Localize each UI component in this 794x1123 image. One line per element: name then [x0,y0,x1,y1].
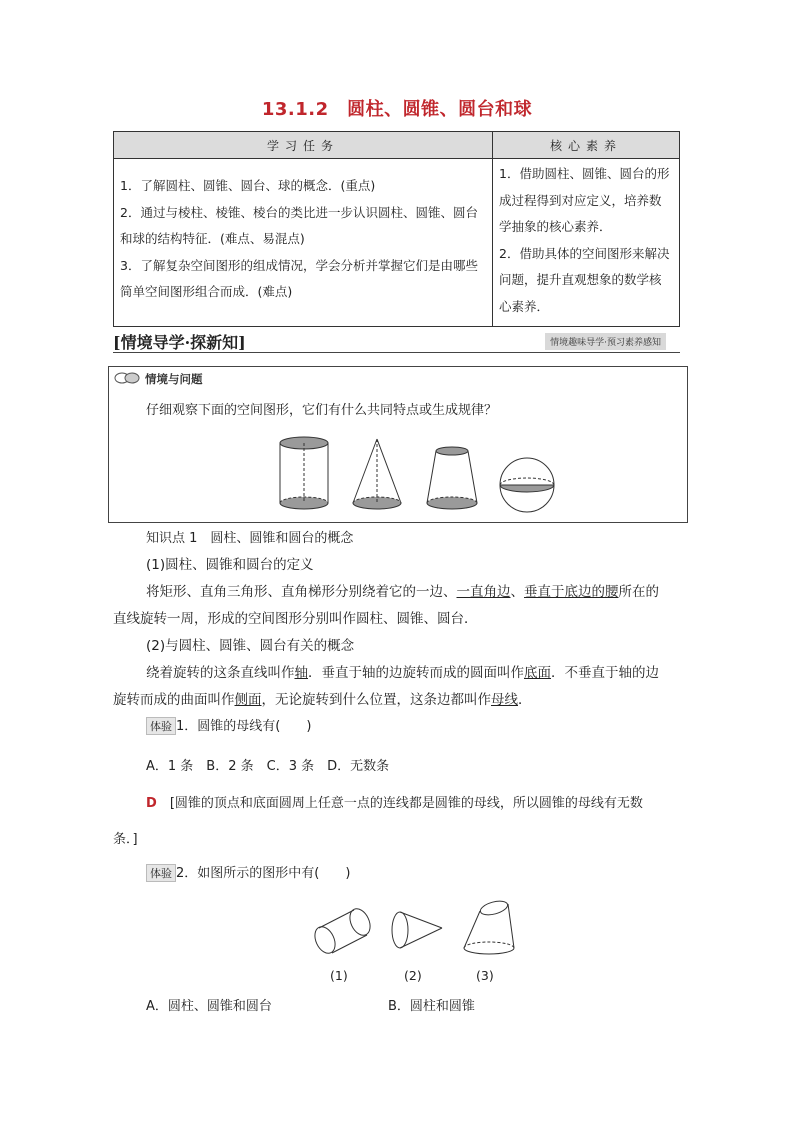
kp1-title: 知识点 1 圆柱、圆锥和圆台的概念 [146,531,354,546]
underlined-term: 侧面 [234,692,262,708]
situation-box [108,366,688,523]
text: 将矩形、直角三角形、直角梯形分别绕着它的一边、 [146,584,457,600]
text: ．不垂直于轴的边 [551,665,659,681]
underlined-term: 底面 [524,665,551,681]
oblique-frustum-figure [458,896,520,960]
kp1-def-line2: 直线旋转一周，形成的空间图形分别叫作圆柱、圆锥、圆台． [113,611,478,627]
answer-letter: D [146,796,157,811]
text: ，无论旋转到什么位置，这条边都叫作 [261,692,491,708]
exercise-badge: 体验 [146,717,176,735]
sideways-cone-figure [388,906,448,956]
kp1-sub1: (1)圆柱、圆锥和圆台的定义 [146,557,314,573]
literacy-cell [493,159,680,327]
task-item: 1．了解圆柱、圆锥、圆台、球的概念．(重点) [120,178,376,193]
cylinder-figure [269,433,339,513]
figure-label-3: (3) [476,968,494,983]
exercise-1-options: A．1 条 B．2 条 C．3 条 D．无数条 [146,759,390,774]
text: 绕着旋转的这条直线叫作 [146,665,295,681]
table-header-tasks: 学习任务 [114,132,493,159]
section-title: [情境导学·探新知] [113,333,246,352]
table-header-literacy: 核心素养 [493,132,680,159]
cone-figure [347,433,407,513]
situation-icon [113,371,141,385]
exercise-2-question [146,862,350,882]
section-header [113,330,680,353]
exercise-badge: 体验 [146,864,176,882]
text: 、 [510,584,524,600]
kp1-concept-line1 [146,661,659,681]
situation-heading: 情境与问题 [145,372,203,386]
literacy-item: 1．借助圆柱、圆锥、圆台的形成过程得到对应定义，培养数学抽象的核心素养． [499,166,670,234]
question-text: 2．如图所示的图形中有( ) [176,866,351,881]
literacy-item: 2．借助具体的空间图形来解决问题，提升直观想象的数学核心素养． [499,245,670,314]
explain-text: [圆锥的顶点和底面圆周上任意一点的连线都是圆锥的母线，所以圆锥的母线有无数 [169,796,643,811]
task-item: 3．了解复杂空间图形的组成情况，学会分析并掌握它们是由哪些简单空间图形组合而成．(难点) [120,257,478,299]
exercise-1-question [146,715,311,735]
figure-label-2: (2) [404,968,422,983]
section-tag: 情境趣味导学·预习素养感知 [545,333,666,350]
text: 所在的 [618,584,659,600]
sphere-figure [497,455,557,515]
question-text: 1．圆锥的母线有( ) [176,719,312,734]
kp1-def-line1 [146,580,659,600]
exercise-1-explain-line1 [146,792,643,811]
task-item: 2．通过与棱柱、棱锥、棱台的类比进一步认识圆柱、圆锥、圆台和球的结构特征．(难点、易混点) [120,204,478,246]
exercise-2-option-a: A．圆柱、圆锥和圆台 [146,999,272,1014]
text: ．垂直于轴的边旋转而成的圆面叫作 [308,665,524,681]
frustum-figure [419,443,485,513]
kp1-sub2: (2)与圆柱、圆锥、圆台有关的概念 [146,638,355,654]
figure-label-1: (1) [330,968,348,983]
tilted-cylinder-figure [310,900,382,960]
exercise-1-explain-line2: 条．] [113,832,138,847]
tasks-cell [114,159,493,327]
exercise-2-option-b: B．圆柱和圆锥 [388,999,475,1014]
underlined-term: 垂直于底边的腰 [524,584,619,600]
underlined-term: 一直角边 [456,584,511,600]
situation-question: 仔细观察下面的空间图形，它们有什么共同特点或生成规律？ [146,403,498,418]
text: ． [518,692,532,708]
underlined-term: 母线 [491,692,518,708]
task-table [113,131,680,327]
underlined-term: 轴 [294,665,308,681]
kp1-concept-line2 [113,688,532,708]
page-title: 13.1.2 圆柱、圆锥、圆台和球 [261,99,533,120]
text: 旋转而成的曲面叫作 [113,692,235,708]
